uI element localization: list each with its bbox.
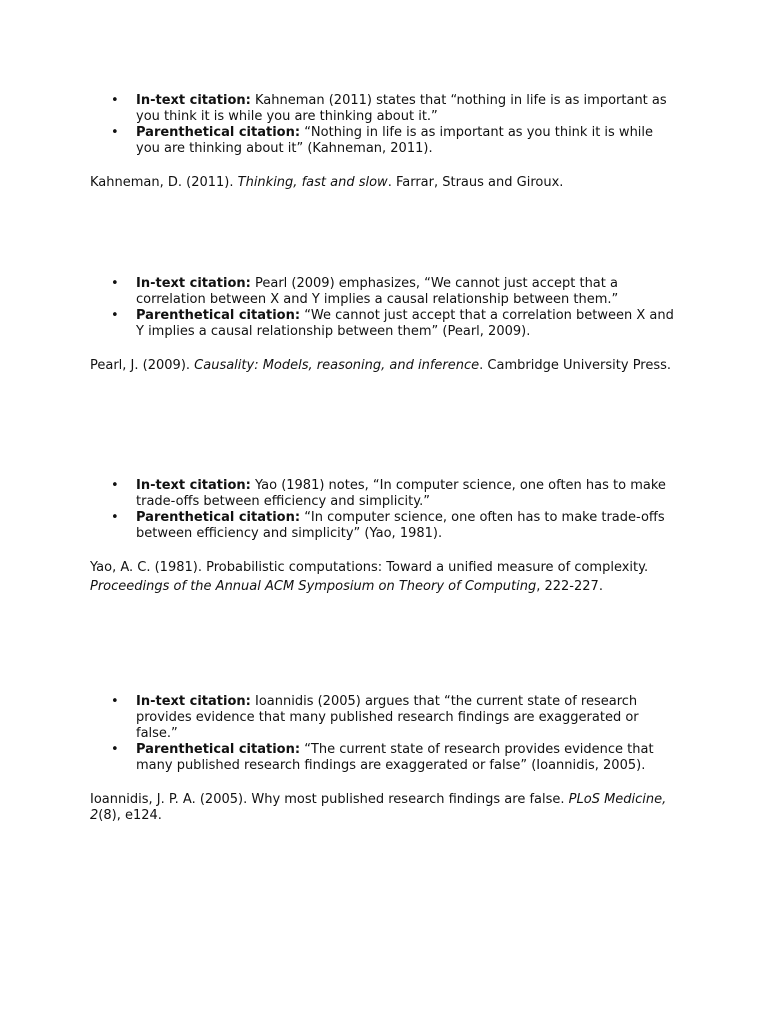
list-item	[90, 93, 680, 125]
reference-text: Ioannidis, J. P. A. (2005). Why most published research findings are false.	[90, 792, 569, 807]
list-item	[90, 125, 680, 157]
reference-publisher: . Cambridge University Press.	[479, 358, 672, 373]
reference-entry	[90, 358, 680, 374]
parenthetical-citation-text: “In computer science, one often has to make trade-offs between efficiency and simplicity” (Yao, 1981).	[136, 510, 665, 541]
list-item	[90, 510, 680, 542]
in-text-citation-text: Pearl (2009) emphasizes, “We cannot just accept that a correlation between X and Y implies a causal relationship between them.”	[136, 276, 619, 307]
citation-section-kahneman	[90, 93, 680, 191]
citation-list	[90, 276, 680, 340]
parenthetical-label: Parenthetical citation:	[136, 510, 301, 525]
citation-list	[90, 478, 680, 542]
list-item	[90, 308, 680, 340]
citation-list	[90, 93, 680, 157]
in-text-citation-text: Yao (1981) notes, “In computer science, one often has to make trade-offs between efficiency and simplicity.”	[136, 478, 666, 509]
reference-title: Causality: Models, reasoning, and inference	[194, 358, 480, 373]
reference-pages: , 222-227.	[536, 579, 603, 594]
citation-list	[90, 694, 680, 774]
list-item	[90, 478, 680, 510]
in-text-citation-text: Kahneman (2011) states that “nothing in life is as important as you think it is while you are thinking about it.”	[136, 93, 667, 124]
reference-entry	[90, 175, 680, 191]
citation-section-ioannidis	[90, 694, 680, 824]
in-text-label: In-text citation:	[136, 276, 251, 291]
reference-text: Yao, A. C. (1981). Probabilistic computations: Toward a unified measure of complexity.	[90, 560, 649, 575]
reference-issue: (8), e124.	[98, 808, 162, 823]
in-text-citation-text: Ioannidis (2005) argues that “the current state of research provides evidence that many published research findings are exaggerated or false.”	[136, 694, 639, 741]
citation-section-yao	[90, 478, 680, 596]
reference-entry	[90, 792, 680, 824]
parenthetical-label: Parenthetical citation:	[136, 742, 301, 757]
list-item	[90, 276, 680, 308]
reference-title: PLoS Medicine, 2	[90, 792, 667, 823]
list-item	[90, 694, 680, 742]
parenthetical-label: Parenthetical citation:	[136, 308, 301, 323]
list-item	[90, 742, 680, 774]
in-text-label: In-text citation:	[136, 478, 251, 493]
in-text-label: In-text citation:	[136, 694, 251, 709]
reference-text: Kahneman, D. (2011).	[90, 175, 238, 190]
citation-section-pearl	[90, 276, 680, 374]
reference-title: Proceedings of the Annual ACM Symposium on Theory of Computing	[90, 579, 537, 594]
in-text-label: In-text citation:	[136, 93, 251, 108]
reference-title: Thinking, fast and slow	[237, 175, 388, 190]
reference-publisher: . Farrar, Straus and Giroux.	[387, 175, 564, 190]
parenthetical-label: Parenthetical citation:	[136, 125, 301, 140]
reference-text: Pearl, J. (2009).	[90, 358, 195, 373]
parenthetical-citation-text: “Nothing in life is as important as you think it is while you are thinking about it” (Kahneman, 2011).	[136, 125, 654, 156]
reference-entry	[90, 558, 680, 596]
parenthetical-citation-text: “We cannot just accept that a correlation between X and Y implies a causal relationship between them” (Pearl, 2009).	[136, 308, 674, 339]
parenthetical-citation-text: “The current state of research provides evidence that many published research findings are exaggerated or false” (Ioannidis, 2005).	[136, 742, 654, 773]
